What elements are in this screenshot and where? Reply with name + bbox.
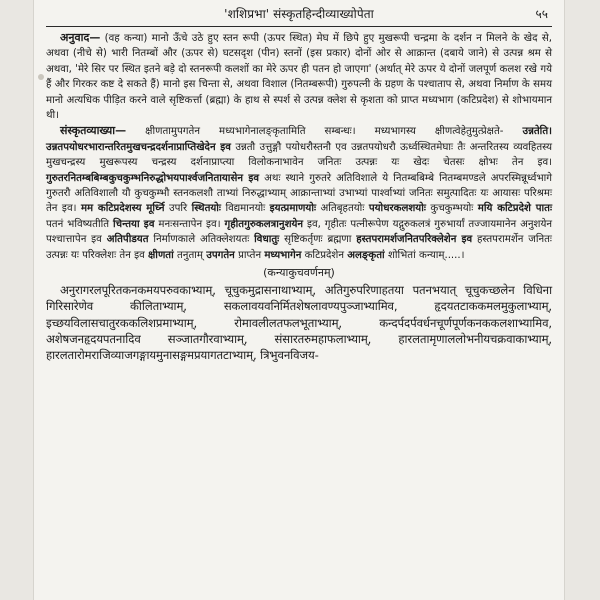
commentary-lemma: चिन्तया इव bbox=[112, 218, 155, 230]
commentary-gloss: अतिबृहतयोः bbox=[316, 203, 369, 215]
commentary-gloss: कटिप्रदेशेन bbox=[301, 249, 348, 261]
commentary-gloss: शोभितां कन्याम्.....। bbox=[384, 249, 465, 261]
commentary-lemma: मध्यभागेन bbox=[264, 249, 302, 261]
commentary-lemma: इयत्प्रमाणयोः bbox=[269, 203, 317, 215]
page-header bbox=[46, 0, 552, 27]
commentary-gloss: क्षीणतामुपगतेन मध्यभागेनालङ्कृतामिति सम्बन्धः। मध्यभागस्य क्षीणत्वेहेतुमुत्प्रेक्षते- bbox=[126, 126, 523, 138]
commentary-gloss: हस्तपरामर्शेन जनितः उत्पन्नः यः परिक्लेशः तेन इव bbox=[46, 234, 552, 261]
document-page bbox=[34, 0, 564, 600]
commentary-lemma: उपगतेन bbox=[206, 249, 235, 261]
commentary-lemma: पयोधरकलशयोः bbox=[368, 203, 426, 215]
commentary-gloss: निर्माणकाले अतिक्लेशयतः bbox=[148, 234, 255, 246]
commentary-gloss: प्राप्तेन bbox=[234, 249, 265, 261]
commentary-lemma: विधातुः bbox=[254, 234, 280, 246]
commentary-lemma: हस्तपरामर्शजनितपरिक्लेशेन इव bbox=[356, 234, 473, 246]
commentary-gloss: कुचकुम्भयोः bbox=[425, 203, 478, 215]
commentary-lemma: उन्नतेति। bbox=[522, 126, 552, 138]
section-heading: (कन्याकुचवर्णनम्) bbox=[263, 266, 335, 280]
anuvad-text: (वह कन्या) मानो ऊँचे उठे हुए स्तन रूपी (ऊपर स्थित) मेघ में छिपे हुए मुखरूपी चन्द्रमा के दर्शन न मिलने के खेद से, अथवा (नीचे से) भारी नितम्बों और (ऊपर से) घटसदृश (पीन) स्तनों (इस प्रकार) दोनों ओर से आक्रान्त (दबाये जाने) से उत्पन्न श्रम से अथवा, 'मेरे सिर पर स्थित इतने बड़े दो स्तनरूपी कलशों का मेरे ऊपर ही पतन हो जाएगा' (अर्थात् मेरे ऊपर ये दोनों जलपूर्ण कलश रखे गये हैं और गिरकर कष्ट दे सकते हैं) मानो इस चिन्ता से, अथवा विशाल (नितम्बरूपी) गुरुपत्नी के ग्रहण के पश्चाताप से, अथवा निर्माण के समय मानो अत्यधिक पीड़ित करने वाले सृष्टिकर्त्ता (ब्रह्मा) के हाथ से स्पर्श से उत्पन्न क्लेश से कृशता को प्राप्त मध्यभाग (कटिप्रदेश) से शोभायमान थी। bbox=[46, 33, 552, 122]
commentary-lemma: गुरुतरनितम्बबिम्बकुचकुम्भनिरुद्धोभयपार्श्वजनितायासेन इव bbox=[46, 172, 260, 184]
page-number: ५५ bbox=[535, 7, 548, 21]
anuvad-paragraph bbox=[46, 30, 552, 123]
commentary-gloss: सृष्टिकर्तृणः ब्रह्मणा bbox=[279, 234, 357, 246]
sanskrit-commentary-paragraph bbox=[46, 123, 552, 263]
commentary-label: संस्कृतव्याख्या— bbox=[60, 124, 127, 138]
commentary-gloss: अथः स्थाने गुरुतरे अतिविशाले ये नितम्बबिम्बे नितम्बमण्डले अपरस्मिन्नूर्ध्वभागे गुरुतरौ अतिविशालौ यौ कुचकुम्भौ स्तनकलशौ ताभ्यां निरुद्धाभ्याम् आक्रान्ताभ्यां उभाभ्यां पार्श्वाभ्यां जनितः समुत्पादितः यः आयासः परिश्रमः तेन इव। bbox=[46, 172, 553, 215]
commentary-gloss: तनुताम् bbox=[173, 249, 207, 261]
commentary-gloss: मनःसन्तापेन इव। bbox=[154, 218, 225, 230]
commentary-gloss: उपरि bbox=[164, 203, 192, 215]
anuvad-label: अनुवाद— bbox=[60, 31, 101, 44]
margin-mark bbox=[38, 74, 44, 80]
commentary-lemma: मम कटिप्रदेशस्य मूर्ध्नि bbox=[80, 203, 165, 215]
commentary-lemma: अतिपीडयत bbox=[106, 234, 149, 246]
page-content bbox=[34, 27, 564, 364]
running-title: 'शशिप्रभा' संस्कृतहिन्दीव्याख्योपेता bbox=[224, 7, 374, 21]
commentary-lemma: स्थितयोः bbox=[191, 203, 221, 215]
commentary-lemma: उन्नतपयोधरभारान्तरितमुखचन्द्रदर्शनाप्राप्तिखेदेन इव bbox=[46, 141, 231, 153]
commentary-lemma: क्षीणतां bbox=[148, 249, 174, 261]
commentary-lemma: गृहीतगुरुकलत्रानुशयेन bbox=[224, 218, 304, 230]
commentary-gloss: उन्नतौ उत्तुङ्गौ पयोधरौस्तनौ एव उन्नतपयोधरौ ऊर्ध्वस्थितमेघाः तैः अन्तरितस्य व्यवहितस्य मुखचन्द्रस्य मुखरूपस्य चन्द्रस्य दर्शनाप्राप्त्या विलोकनाभावेन जनितः उत्पन्नः यः खेदः चेतसः क्षोभः तेन इव। bbox=[46, 141, 552, 169]
verse-paragraph: अनुरागरलपूरितकनकमयपरुवकाभ्याम्, चूचुकमुद्रासनाथाभ्याम्, अतिगुरुपरिणाहतया पतनभयात् चूचुकच्छलेन विधिना गिरिसारेणेव कीलिताभ्याम्, सकलावयवनिर्मितशेषलावण्यपुञ्जाभ्यामिव, हृदयतटाककमलमुकुलाभ्याम्, इच्छयविलासचातुरककलिशप्रमाभ्याम्, रोमावलीलतफलभूताभ्याम्, कन्दर्पदर्पवर्धनचूर्णपूर्णकनककलशाभ्यामिव, अशेषजनहृदयपतनादिव सञ्जातगौरवाभ्याम्, संसारतरुमहाफलाभ्याम्, हारलतामृणाललोभनीयचक्रवाकाभ्याम्, हारलतारोमराजिव्याजगङ्गायमुनासङ्गमप्रयागतटाभ्याम्, त्रिभुवनविजय- bbox=[46, 283, 552, 363]
commentary-gloss: विद्यमानयोः bbox=[220, 203, 270, 215]
commentary-gloss: पतनं भविष्यतीति bbox=[46, 218, 113, 230]
commentary-gloss: इव, गृहीतः पत्नीरूपेण यद्गुरुकलत्रं गुरुभार्यां तज्जायमानेन अनुशयेन पश्चात्तापेन इव bbox=[46, 218, 553, 246]
commentary-lemma: अलङ्कृतां bbox=[347, 249, 385, 261]
commentary-lemma: मयि कटिप्रदेशे पातः bbox=[477, 203, 553, 215]
